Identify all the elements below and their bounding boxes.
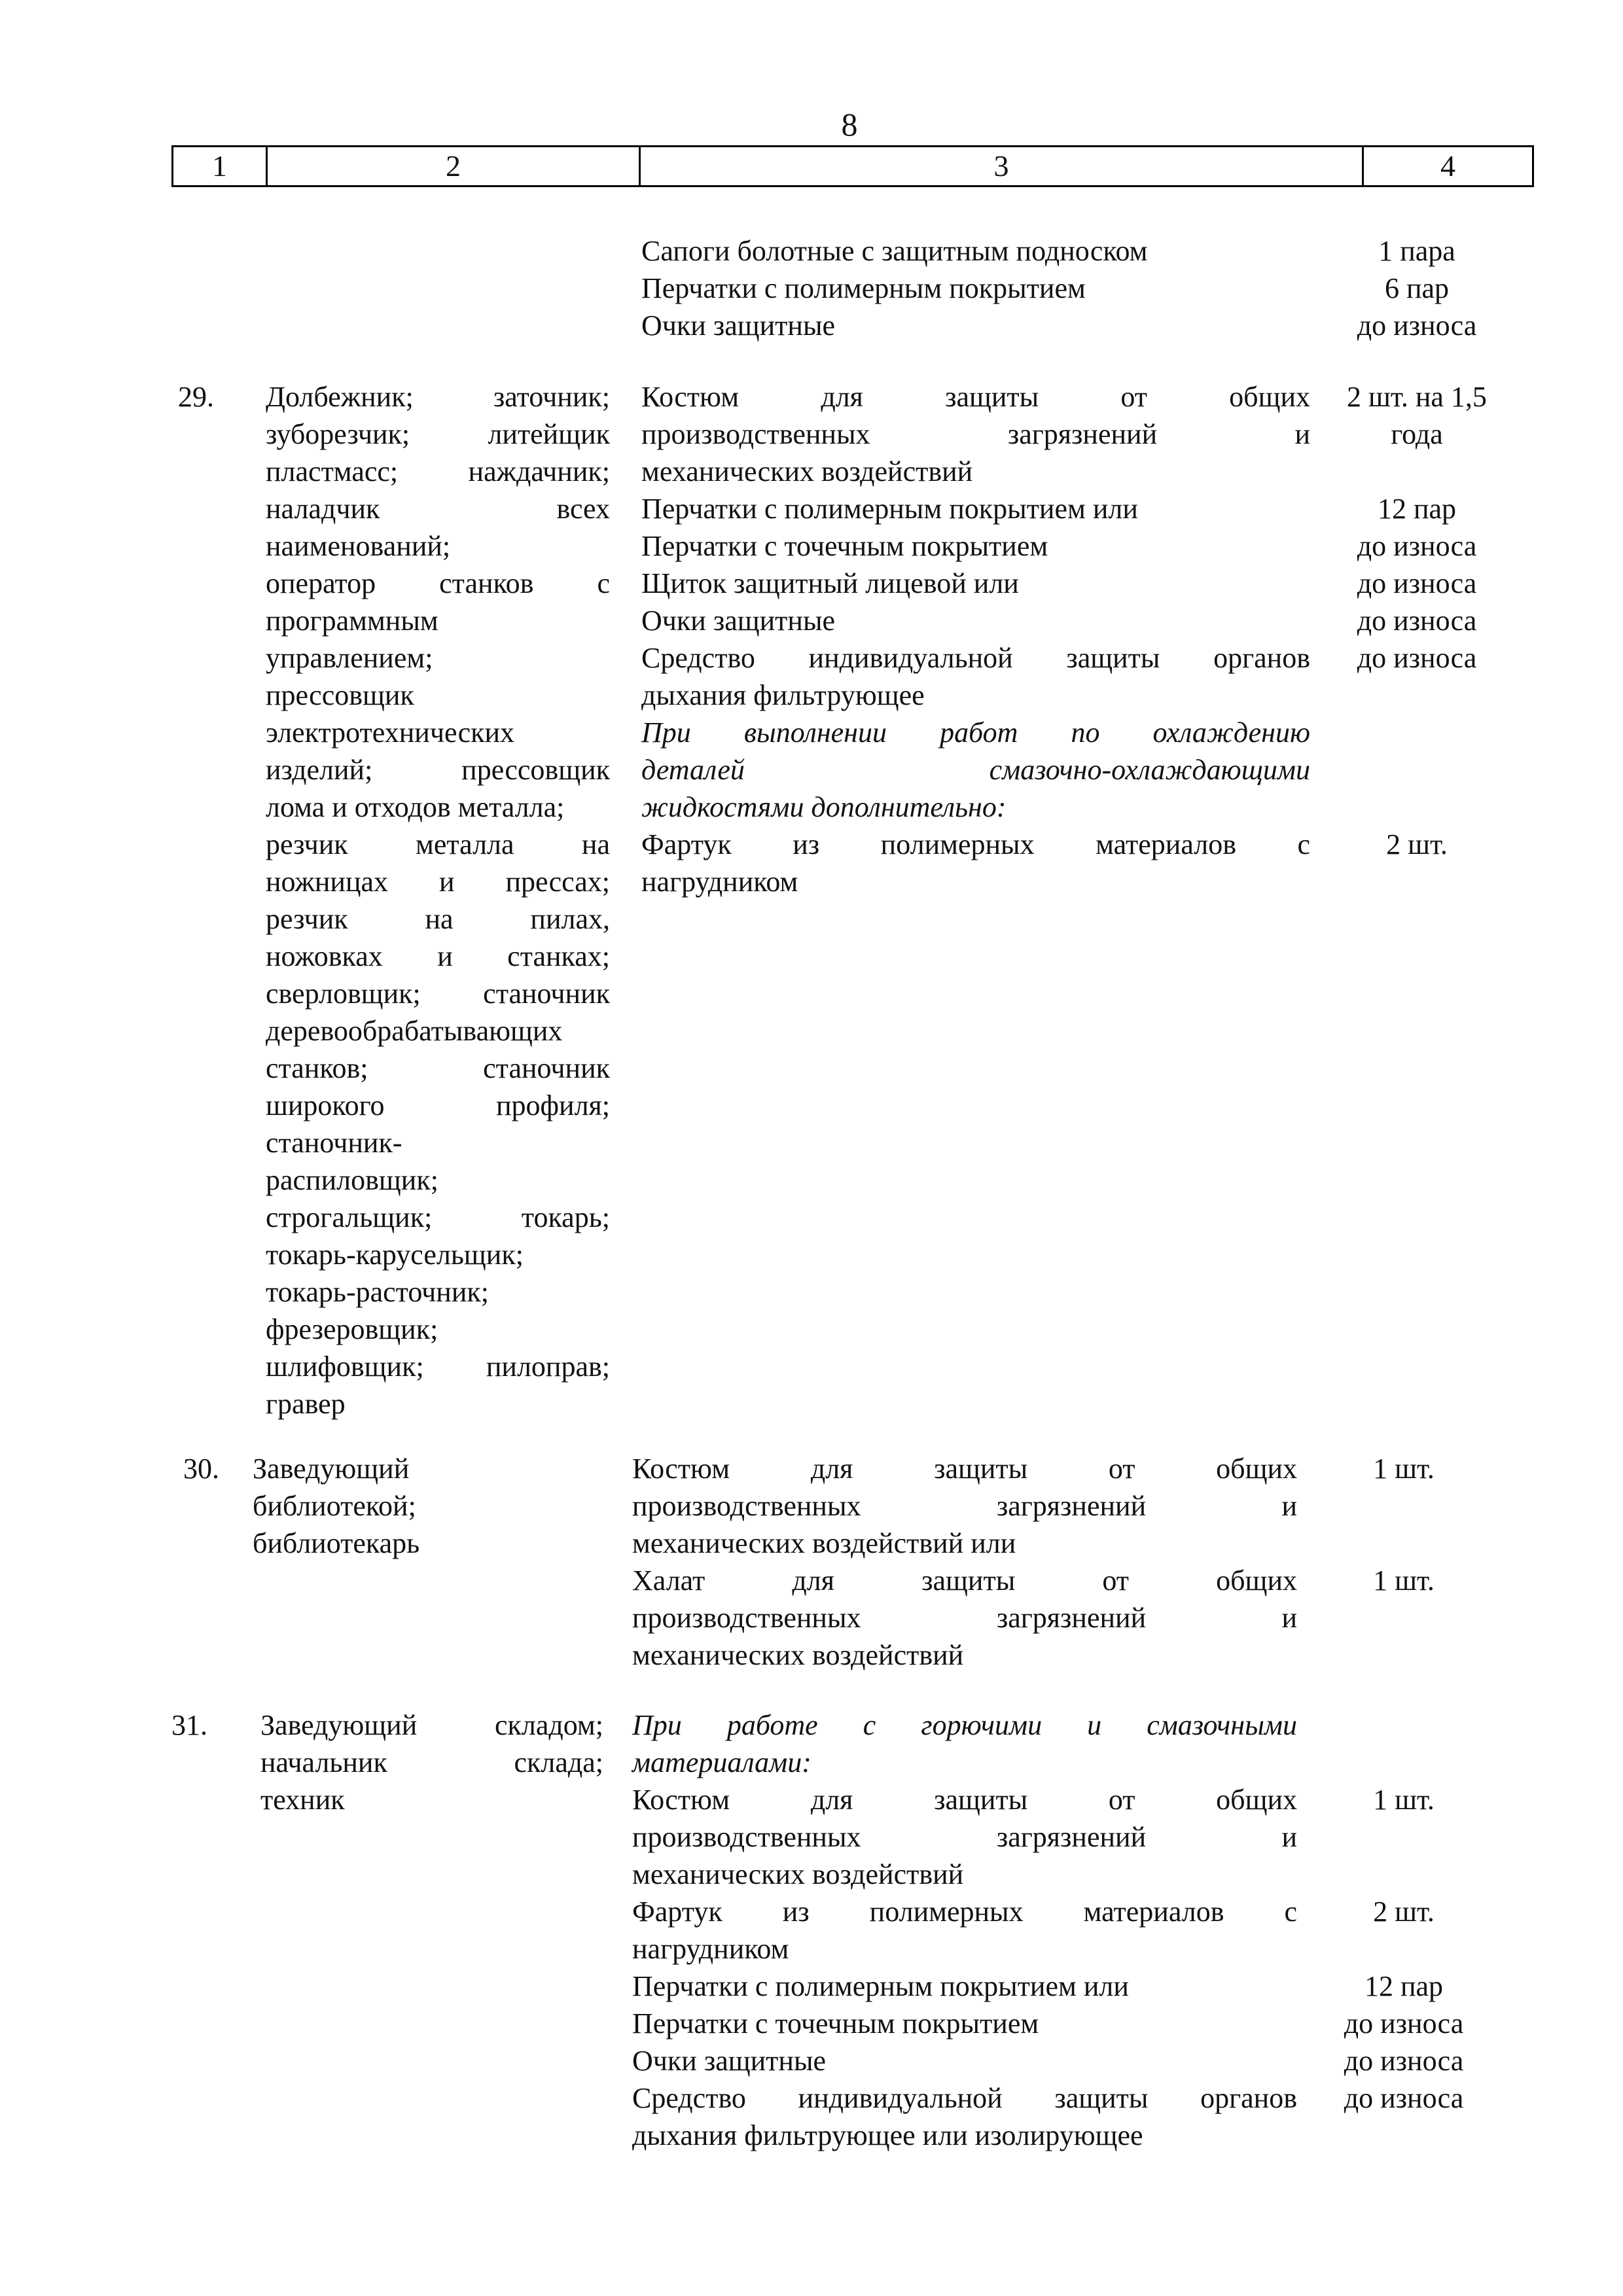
profession-line: изделий; прессовщик — [266, 754, 610, 786]
issue-norm: 1 пара — [1378, 235, 1455, 267]
column-header-2: 2 — [268, 147, 641, 185]
issue-norm: 2 шт. — [1373, 1896, 1435, 1928]
profession-line: резчик на пилах, — [266, 903, 610, 935]
ppe-line: Перчатки с полимерным покрытием или — [632, 1970, 1129, 2002]
profession-line: распиловщик; — [266, 1164, 438, 1196]
ppe-line: Очки защитные — [641, 605, 836, 637]
profession-line: прессовщик — [266, 679, 414, 711]
ppe-line: нагрудником — [641, 866, 798, 898]
profession-line: шлифовщик; пилоправ; — [266, 1351, 610, 1383]
issue-norm: 12 пар — [1377, 493, 1457, 525]
row-number: 31. — [171, 1709, 207, 1741]
ppe-line: деталей смазочно-охлаждающими — [641, 754, 1310, 786]
ppe-line: механических воздействий — [632, 1858, 964, 1890]
ppe-line: нагрудником — [632, 1933, 789, 1965]
ppe-line: Средство индивидуальной защиты органов — [641, 642, 1310, 674]
ppe-line: жидкостями дополнительно: — [641, 791, 1007, 823]
issue-norm: до износа — [1357, 567, 1477, 599]
ppe-line: Средство индивидуальной защиты органов — [632, 2082, 1297, 2114]
ppe-line: механических воздействий — [632, 1639, 964, 1671]
profession-line: пластмасс; наждачник; — [266, 455, 610, 487]
profession-cell — [253, 1450, 580, 1562]
ppe-line: Перчатки с полимерным покрытием или — [641, 493, 1138, 525]
issue-norm: 6 пар — [1384, 272, 1450, 304]
ppe-cell — [632, 1450, 1297, 1674]
profession-line: программным — [266, 605, 438, 637]
profession-line: оператор станков с — [266, 567, 610, 599]
issue-norm: 12 пар — [1364, 1970, 1444, 2002]
ppe-line: материалами: — [632, 1746, 812, 1778]
column-header-3: 3 — [641, 147, 1364, 185]
profession-line: Долбежник; заточник; — [266, 381, 610, 413]
profession-line: токарь-расточник; — [266, 1276, 489, 1308]
column-header-4: 4 — [1440, 149, 1455, 183]
issue-norm: 2 шт. на 1,5 — [1347, 381, 1487, 413]
profession-line: управлением; — [266, 642, 433, 674]
issue-norm: до износа — [1357, 642, 1477, 674]
issue-norm: 1 шт. — [1373, 1784, 1435, 1816]
ppe-line: производственных загрязнений и — [632, 1821, 1297, 1853]
profession-line: сверловщик; станочник — [266, 978, 610, 1010]
profession-line: наладчик всех — [266, 493, 610, 525]
ppe-line: Очки защитные — [632, 2045, 827, 2077]
ppe-line: Фартук из полимерных материалов с — [641, 828, 1310, 860]
issue-norm: года — [1391, 418, 1443, 450]
profession-line: станков; станочник — [266, 1052, 610, 1084]
column-header-row — [171, 145, 1534, 187]
profession-line: Заведующий — [253, 1453, 410, 1485]
profession-cell — [260, 1706, 603, 1818]
ppe-item: Перчатки с полимерным покрытием — [641, 272, 1086, 304]
profession-cell — [266, 378, 610, 1422]
issue-norm: до износа — [1344, 2082, 1464, 2114]
issue-norm: 1 шт. — [1373, 1453, 1435, 1485]
ppe-line: дыхания фильтрующее — [641, 679, 925, 711]
profession-line: гравер — [266, 1388, 346, 1420]
ppe-line: Костюм для защиты от общих — [641, 381, 1310, 413]
row-number: 30. — [183, 1453, 219, 1485]
profession-line: лома и отходов металла; — [266, 791, 565, 823]
ppe-line: дыхания фильтрующее или изолирующее — [632, 2119, 1143, 2151]
profession-line: наименований; — [266, 530, 451, 562]
issue-norm: до износа — [1357, 605, 1477, 637]
profession-line: деревообрабатывающих — [266, 1015, 563, 1047]
ppe-line: производственных загрязнений и — [632, 1490, 1297, 1522]
ppe-line: Костюм для защиты от общих — [632, 1453, 1297, 1485]
issue-norm: до износа — [1344, 2045, 1464, 2077]
profession-line: начальник склада; — [260, 1746, 603, 1778]
ppe-line: При работе с горючими и смазочными — [632, 1709, 1297, 1741]
row-number: 29. — [178, 381, 214, 413]
ppe-line: производственных загрязнений и — [641, 418, 1310, 450]
column-header-1: 1 — [173, 147, 268, 185]
ppe-line: механических воздействий — [641, 455, 973, 487]
ppe-line: Перчатки с точечным покрытием — [632, 2007, 1039, 2040]
ppe-line: Щиток защитный лицевой или — [641, 567, 1019, 599]
page-number: 8 — [841, 106, 858, 143]
profession-line: электротехнических — [266, 716, 515, 749]
issue-norm: 1 шт. — [1373, 1564, 1435, 1597]
profession-line: резчик металла на — [266, 828, 610, 860]
profession-line: Заведующий складом; — [260, 1709, 603, 1741]
ppe-line: Фартук из полимерных материалов с — [632, 1896, 1297, 1928]
ppe-line: Халат для защиты от общих — [632, 1564, 1297, 1597]
ppe-line: механических воздействий или — [632, 1527, 1016, 1559]
issue-norm: 2 шт. — [1386, 828, 1448, 860]
ppe-line: Перчатки с точечным покрытием — [641, 530, 1048, 562]
profession-line: ножницах и прессах; — [266, 866, 610, 898]
profession-line: токарь-карусельщик; — [266, 1239, 524, 1271]
ppe-line: Костюм для защиты от общих — [632, 1784, 1297, 1816]
ppe-cell — [641, 378, 1310, 900]
profession-line: станочник- — [266, 1127, 402, 1159]
profession-line: строгальщик; токарь; — [266, 1201, 610, 1233]
issue-norm: до износа — [1357, 309, 1477, 342]
profession-line: фрезеровщик; — [266, 1313, 438, 1345]
ppe-line: При выполнении работ по охлаждению — [641, 716, 1310, 749]
profession-line: зуборезчик; литейщик — [266, 418, 610, 450]
ppe-item: Сапоги болотные с защитным подноском — [641, 235, 1148, 267]
profession-line: ножовках и станках; — [266, 940, 610, 972]
ppe-cell — [632, 1706, 1297, 2154]
profession-line: широкого профиля; — [266, 1089, 610, 1122]
issue-norm: до износа — [1344, 2007, 1464, 2040]
ppe-line: производственных загрязнений и — [632, 1602, 1297, 1634]
profession-line: библиотекой; — [253, 1490, 416, 1522]
profession-line: техник — [260, 1784, 345, 1816]
issue-norm: до износа — [1357, 530, 1477, 562]
ppe-item: Очки защитные — [641, 309, 836, 342]
profession-line: библиотекарь — [253, 1527, 420, 1559]
